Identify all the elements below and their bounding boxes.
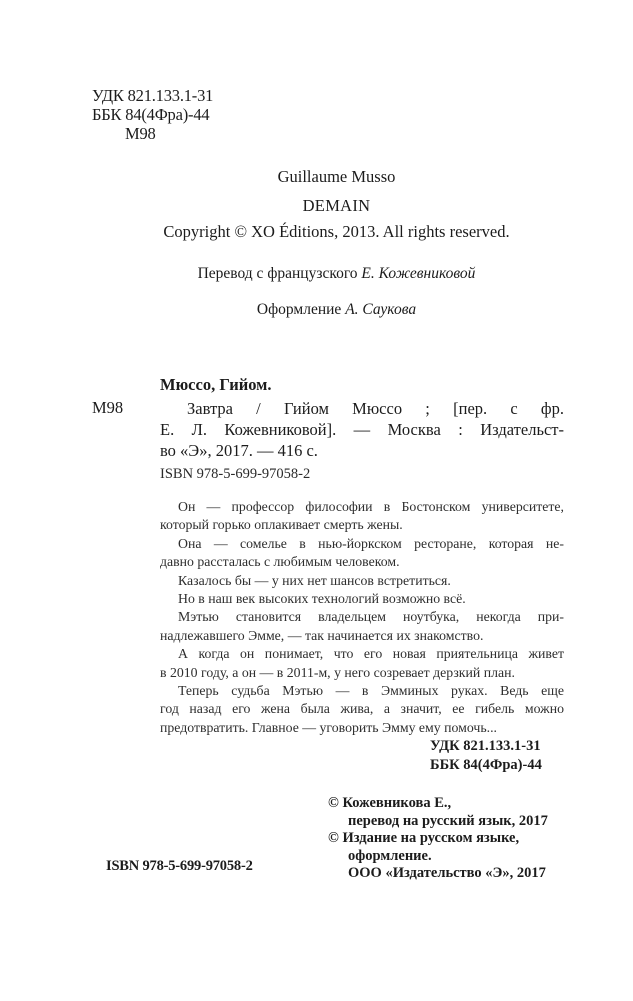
bib-isbn: ISBN 978-5-699-97058-2 [160,466,311,482]
abstract-line: Казалось бы — у них нет шансов встретиться. [178,572,451,588]
isbn-bottom: ISBN 978-5-699-97058-2 [106,858,253,874]
designer-name: А. Саукова [345,301,417,318]
original-author: Guillaume Musso [277,167,396,186]
bib-description [160,398,564,461]
udk-code: УДК 821.133.1-31 [430,738,541,754]
translator-name: Е. Кожевниковой [361,265,476,282]
copyright-edition: © Издание на русском языке, [328,830,520,846]
abstract-line: давно рассталась с любимым человеком. [160,554,400,570]
classification-bottom [430,737,542,775]
copyright-edition-detail: оформление. [348,847,432,864]
udk-code: УДК 821.133.1-31 [92,86,214,105]
classification-top [92,86,213,143]
abstract-line: А когда он понимает, что его новая приятельница живет [178,646,564,662]
abstract-line: Она — сомелье в нью-йоркском ресторане, которая не- [178,535,564,551]
abstract-line: Он — профессор философии в Бостонском университете, [178,499,564,514]
design-prefix: Оформление [256,301,342,318]
bbk-code: ББК 84(4Фра)-44 [430,757,542,773]
original-title: DEMAIN [302,196,371,215]
copyright-translator: © Кожевникова Е., [328,795,452,811]
abstract-line: предотвратить. Главное — уговорить Эмму ему помочь... [160,719,498,735]
copyright-publisher: ООО «Издательство «Э», 2017 [348,865,546,881]
abstract-line: в 2010 году, а он — в 2011-м, у него созревает дерзкий план. [160,664,515,680]
abstract-line: Теперь судьба Мэтью — в Эмминых руках. Ведь еще [178,683,564,699]
bib-line: во «Э», 2017. — 416 с. [160,441,318,460]
abstract-line: надлежавшего Эмме, — так начинается их знакомство. [160,627,484,643]
design-credit [20,301,633,319]
abstract-line: Мэтью становится владельцем ноутбука, некогда при- [178,609,564,625]
abstract-line: который горько оплакивает смерть жены. [160,517,403,533]
bib-line: Завтра / Гийом Мюссо ; [пер. с фр. [187,399,564,418]
author-mark: М98 [125,124,156,143]
abstract-line: Но в наш век высоких технологий возможно всё. [178,591,466,607]
abstract [160,498,564,737]
translation-prefix: Перевод с французского [197,265,358,282]
copyright-translator-detail: перевод на русский язык, 2017 [348,812,548,829]
copyright-notices [328,795,548,883]
bbk-code: ББК 84(4Фра)-44 [92,105,210,124]
translation-credit [20,265,633,283]
bib-line: Е. Л. Кожевниковой]. — Москва : Издательст- [160,420,564,439]
bib-author-mark: М98 [92,398,124,417]
original-copyright: Copyright © XO Éditions, 2013. All rights reserved. [163,222,510,241]
bib-author-heading: Мюссо, Гийом. [160,375,272,394]
abstract-line: год назад его жена была жива, а значит, ее гибель можно [160,701,564,717]
